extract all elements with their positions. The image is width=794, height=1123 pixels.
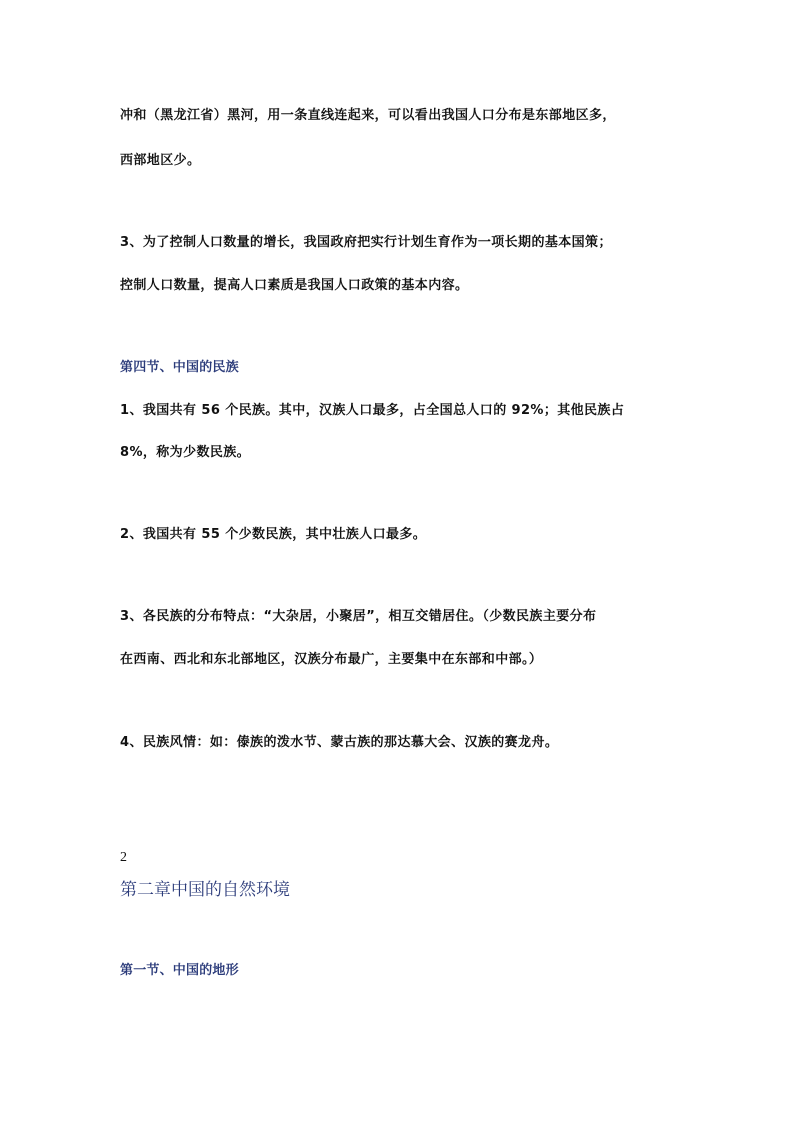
- paragraph-line: 3、为了控制人口数量的增长，我国政府把实行计划生育作为一项长期的基本国策；: [120, 235, 612, 250]
- list-item-line: 2、我国共有 55 个少数民族，其中壮族人口最多。: [120, 527, 427, 542]
- list-item-line: 3、各民族的分布特点：“大杂居，小聚居”，相互交错居住。（少数民族主要分布: [120, 609, 597, 624]
- section-heading-terrain: 第一节、中国的地形: [120, 963, 239, 978]
- paragraph-line: 控制人口数量，提高人口素质是我国人口政策的基本内容。: [120, 278, 469, 293]
- chapter-title: 第二章中国的自然环境: [120, 880, 290, 900]
- section-heading-ethnic-groups: 第四节、中国的民族: [120, 360, 239, 375]
- paragraph-line: 西部地区少。: [120, 153, 201, 168]
- list-item-line: 4、民族风情：如：傣族的泼水节、蒙古族的那达慕大会、汉族的赛龙舟。: [120, 735, 559, 750]
- paragraph-line: 冲和（黑龙江省）黑河，用一条直线连起来，可以看出我国人口分布是东部地区多，: [120, 108, 616, 123]
- list-item-line: 8%，称为少数民族。: [120, 445, 251, 460]
- page-number: 2: [120, 850, 127, 865]
- list-item-line: 在西南、西北和东北部地区，汉族分布最广，主要集中在东部和中部。）: [120, 652, 543, 667]
- list-item-line: 1、我国共有 56 个民族。其中，汉族人口最多，占全国总人口的 92%；其他民族占: [120, 403, 625, 418]
